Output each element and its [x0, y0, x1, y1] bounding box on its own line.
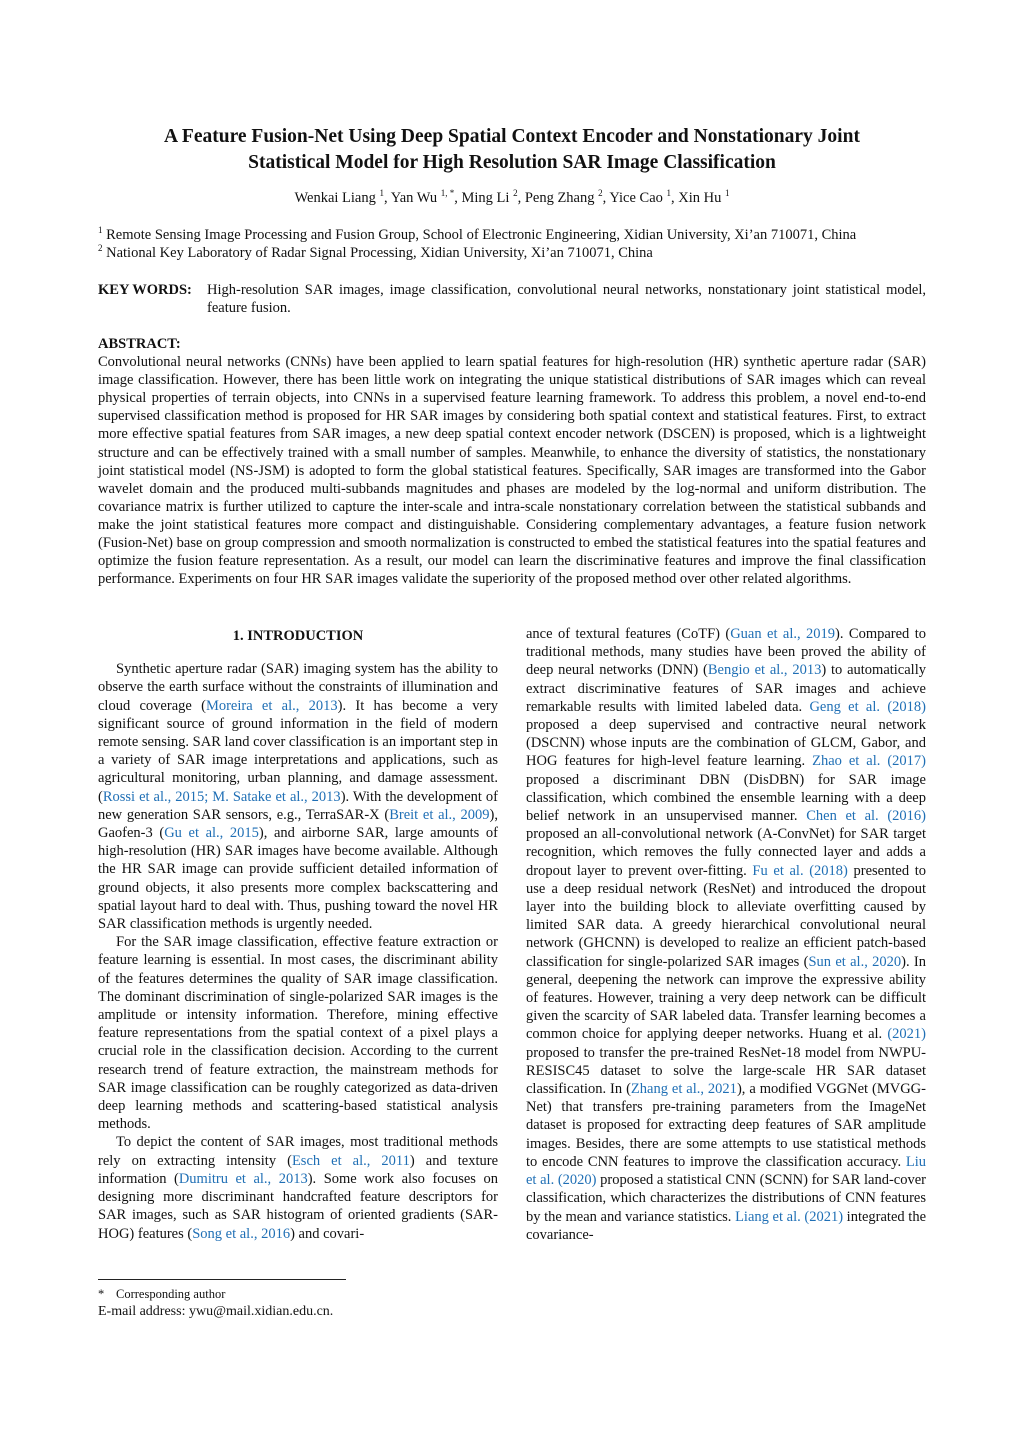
citation-link[interactable]: Fu et al. (2018) — [752, 862, 848, 879]
author-list: Wenkai Liang $^1$, Yan Wu $^{1, *}$, Ming Li $^2$, Peng Zhang $^2$, Yice Cao $^1$, Xin Hu $^1$ — [294, 188, 730, 206]
affiliation-marker: 2 — [98, 243, 103, 254]
intro-paragraphs — [98, 660, 498, 1243]
title-line-1: A Feature Fusion-Net Using Deep Spatial Context Encoder and Nonstationary Joint — [164, 126, 860, 147]
footnote-text: Corresponding author — [116, 1287, 226, 1301]
text-run: For the SAR image classification, effective feature extraction or feature learning is essential. In most cases, the discriminant ability of the features determines the quality of SAR image classification. The dominant discrimination of single-polarized SAR images is the amplitude or intensity information. Therefore, mining effective feature representations from the spatial context of a pixel plays a crucial role in the classification decision. According to the current research trend of feature extraction, the mainstream methods for SAR image classification can be roughly categorized as data-driven deep learning methods and scattering-based statistical analysis methods. — [98, 934, 498, 1133]
text-run: ance of textural features (CoTF) ( — [526, 626, 731, 642]
author-affiliation-marker: 2 — [598, 188, 603, 199]
citation-link[interactable]: Moreira et al., 2013 — [205, 697, 338, 714]
author-name: Yan Wu $^{1, *}$ — [390, 188, 455, 206]
citation-link[interactable]: Rossi et al., 2015; M. Satake et al., 2013 — [102, 788, 341, 805]
author-affiliation-marker: 1, * — [440, 188, 455, 199]
citation-link[interactable]: Zhang et al., 2021 — [630, 1081, 737, 1098]
paper-title — [100, 124, 924, 176]
affiliation-text: National Key Laboratory of Radar Signal Processing, Xidian University, Xi’an 710071, China — [102, 245, 653, 261]
citation-link[interactable]: Sun et al., 2020 — [808, 953, 902, 970]
author-name: Xin Hu $^1$ — [678, 188, 730, 206]
footnote-email: E-mail address: ywu@mail.xidian.edu.cn. — [98, 1304, 334, 1319]
text-run: proposed an all-convolutional network (A-ConvNet) for SAR target recognition, which removes the fully connected layer and adds a dropout layer to prevent over-fitting. — [526, 826, 926, 879]
text-run: ), and airborne SAR, large amounts of high-resolution (HR) SAR images have become available. Although the HR SAR image can provide sufficient detailed information of ground objects, it also presents more complex backscattering and spatial layout hard to deal with. Thus, pushing toward the novel HR SAR classification methods is urgently needed. — [98, 825, 498, 933]
citation-link[interactable]: Zhao et al. (2017) — [812, 753, 926, 770]
text-run: Synthetic aperture radar (SAR) imaging system has the ability to observe the earth surface without the constraints of illumination and cloud coverage ( — [98, 661, 498, 714]
citation-link[interactable]: Song et al., 2016 — [192, 1225, 291, 1242]
keywords-label: KEY WORDS: — [98, 282, 192, 298]
text-run: ) and texture information ( — [98, 1152, 499, 1187]
citation-link[interactable]: Breit et al., 2009 — [389, 806, 490, 823]
text-run: proposed a deep supervised and contractive neural network (DSCNN) whose inputs are the combination of GLCM, Gabor, and HOG features for high-level feature learning. — [526, 717, 926, 770]
affiliation — [98, 226, 938, 244]
author-affiliation-marker: 1 — [379, 188, 384, 199]
affiliation-list — [98, 226, 938, 262]
abstract-text: Convolutional neural networks (CNNs) have been applied to learn spatial features for high-resolution (HR) synthetic aperture radar (SAR) image classification. However, there has been little work on integrating the unique statistical distributions of SAR images which can reveal physical properties of terrain objects, into CNNs in a supervised feature learning framework. To address this problem, a novel end-to-end supervised classification method is proposed for HR SAR images by considering both spatial context and statistical features. First, to extract more effective spatial features from SAR images, a new deep spatial context encoder network (DSCEN) is proposed, which is a lightweight structure and can be effectively trained with a small number of samples. Meanwhile, to enhance the diversity of statistics, the nonstationary joint statistical model (NS-JSM) is adopted to form the global statistical features. Specifically, SAR images are transformed into the Gabor wavelet domain and the produced multi-subbands magnitudes and phases are modeled by the log-normal and uniform distribution. The covariance matrix is further utilized to capture the inter-scale and intra-scale nonstationary correlation between the statistical subbands and make the joint statistical features more compact and distinguishable. Considering complementary advantages, a feature fusion network (Fusion-Net) base on group compression and smooth normalization is constructed to embed the statistical features into the spatial features and optimize the fusion feature representation. As a result, our model can learn the discriminative features and improve the final classification performance. Experiments on four HR SAR images validate the superiority of the proposed method over other related algorithms. — [98, 354, 926, 588]
text-run: ). Compared to traditional methods, many studies have been proved the ability of deep neural networks (DNN) ( — [526, 626, 926, 679]
footnote-divider — [98, 1279, 346, 1280]
text-run: ). In general, deepening the network can improve the expressive ability of features. However, training a very deep network can be difficult given the scarcity of SAR labeled data. Transfer learning becomes a common choice for applying deeper networks. Huang et al. — [526, 953, 926, 1043]
author-name: Yice Cao $^1$ — [609, 188, 672, 206]
text-run: presented to use a deep residual network (ResNet) and introduced the dropout layer into the building block to alleviate overfitting caused by limited SAR data. A greedy hierarchical convolutional neural network (GHCNN) is developed to realize an efficient patch-based classification for single-polarized SAR images ( — [526, 862, 926, 970]
text-run: ). With the development of new generation SAR sensors, e.g., TerraSAR-X ( — [98, 788, 498, 823]
text-run: To depict the content of SAR images, most traditional methods rely on extracting intensity ( — [98, 1134, 498, 1169]
right-column — [526, 625, 926, 1244]
citation-link[interactable]: Geng et al. (2018) — [809, 698, 926, 715]
keywords-text: High-resolution SAR images, image classification, convolutional neural networks, nonstationary joint statistical model, feature fusion. — [207, 282, 926, 316]
citation-link[interactable]: Liang et al. (2021) — [735, 1208, 844, 1225]
text-run: ), Gaofen-3 ( — [98, 806, 498, 842]
intro-paragraph — [98, 933, 498, 1133]
keywords-block — [98, 281, 926, 317]
citation-link[interactable]: Bengio et al., 2013 — [707, 662, 822, 679]
footnote-marker: * — [98, 1287, 105, 1301]
author-name: Wenkai Liang $^1$ — [294, 188, 384, 206]
text-run: proposed a statistical CNN (SCNN) for SAR land-cover classification, which characterizes the distributions of CNN features by the mean and variance statistics. — [526, 1172, 926, 1225]
intro-paragraph — [98, 660, 498, 933]
footnote — [98, 1286, 498, 1320]
text-run: ). It has become a very significant source of ground information in the field of modern remote sensing. SAR land cover classification is an important step in a variety of SAR image interpretations and applications, such as agricultural monitoring, urban planning, and damage assessment. ( — [98, 697, 498, 805]
author-affiliation-marker: 1 — [725, 188, 730, 199]
citation-link[interactable]: Liu et al. (2020) — [526, 1153, 926, 1189]
citation-link[interactable]: Gu et al., 2015 — [164, 825, 259, 842]
abstract-heading: ABSTRACT: — [98, 336, 181, 352]
intro-paragraph-continued — [526, 625, 926, 1244]
citation-link[interactable]: Guan et al., 2019 — [730, 626, 836, 642]
author-name: Peng Zhang $^2$ — [524, 188, 603, 206]
author-affiliation-marker: 1 — [666, 188, 672, 199]
text-run: ) and covari- — [290, 1225, 365, 1242]
citation-link[interactable]: Chen et al. (2016) — [806, 808, 926, 825]
text-run: integrated the covariance- — [526, 1208, 926, 1243]
author-affiliation-marker: 2 — [513, 188, 518, 199]
text-run: ), a modified VGGNet (MVGG-Net) that transfers pre-training parameters from the ImageNet dataset is proposed for extracting deep features of SAR amplitude images. Besides, there are some attempts to use statistical methods to encode CNN features to improve the classification accuracy. — [526, 1081, 926, 1170]
text-run: proposed a discriminant DBN (DisDBN) for SAR image classification, which combined the ensemble learning with a deep belief network in an unsupervised manner. — [526, 771, 926, 825]
citation-link[interactable]: Esch et al., 2011 — [291, 1152, 410, 1169]
left-column — [98, 624, 498, 1243]
text-run: ) to automatically extract discriminative features of SAR images and achieve remarkable results with limited labeled data. — [526, 662, 926, 715]
text-run: proposed to transfer the pre-trained ResNet-18 model from NWPU-RESISC45 dataset to solve the large-scale HR SAR dataset classification. In ( — [526, 1044, 926, 1098]
title-line-2: Statistical Model for High Resolution SAR Image Classification — [248, 152, 776, 173]
citation-link[interactable]: (2021) — [887, 1026, 926, 1043]
text-run: ). Some work also focuses on designing more discriminant handcrafted feature descriptors for SAR images, such as SAR histogram of oriented gradients (SAR-HOG) features ( — [98, 1170, 498, 1242]
footnote-corresponding — [98, 1286, 498, 1303]
abstract-block — [98, 335, 926, 588]
citation-link[interactable]: Dumitru et al., 2013 — [178, 1170, 308, 1187]
section-heading-introduction: 1. INTRODUCTION — [232, 628, 364, 644]
affiliation-marker: 1 — [98, 225, 103, 236]
affiliation — [98, 244, 938, 262]
intro-paragraph — [98, 1133, 498, 1242]
affiliation-text: Remote Sensing Image Processing and Fusion Group, School of Electronic Engineering, Xidian University, Xi’an 710071, China — [102, 227, 857, 243]
author-name: Ming Li $^2$ — [461, 188, 518, 206]
